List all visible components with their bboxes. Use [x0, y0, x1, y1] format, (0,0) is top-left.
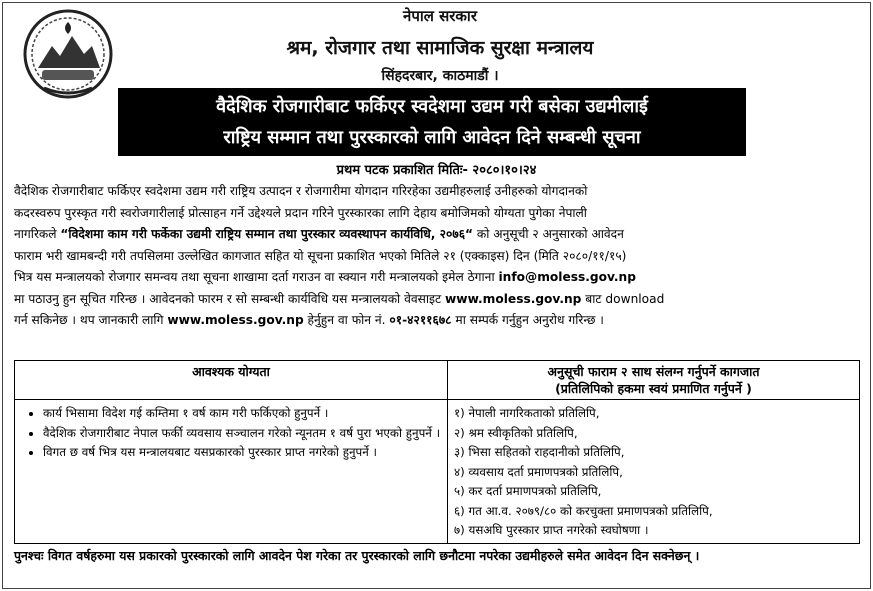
documents-list	[454, 404, 853, 541]
table-header-row	[15, 361, 860, 400]
table-row	[15, 400, 860, 544]
list-item: • विगत छ वर्ष भित्र यस मन्त्रालयबाट यसप्रकारको पुरस्कार प्राप्त नगरेको हुनुपर्ने ।	[43, 443, 441, 463]
body-line: फाराम भरी खामबन्दी गरी तपसिलमा उल्लेखित कागजात सहित यो सूचना प्रकाशित भएको मितिले २१ (एक्काइस) दिन (मिति २०८०/११/१५)	[14, 248, 627, 263]
list-item: ५) कर दर्ता प्रमाणपत्रको प्रतिलिपि,	[454, 484, 602, 498]
body-line: नागरिकले “विदेशमा काम गरी फर्केका उद्यमी राष्ट्रिय सम्मान तथा पुरस्कार व्यवस्थापन कार्यविधि, २०७६“ को अनुसूची २ अनुसारको आवेदन	[14, 227, 624, 241]
government-name: नेपाल सरकार	[403, 7, 477, 25]
ministry-name: श्रम, रोजगार तथा सामाजिक सुरक्षा मन्त्रालय	[286, 37, 594, 59]
ministry-address: सिंहदरबार, काठमाडौं ।	[381, 68, 499, 84]
list-item: २) श्रम स्वीकृतिको प्रतिलिपि,	[454, 425, 578, 440]
phone-number: ०१-४२११६७८	[389, 313, 452, 327]
requirements-table	[14, 360, 860, 544]
website-link: www.moless.gov.np	[445, 291, 582, 306]
list-item: ७) यसअघि पुरस्कार प्राप्त नगरेको स्वघोषणा ।	[454, 523, 649, 537]
procedure-name: “विदेशमा काम गरी फर्केका उद्यमी राष्ट्रिय सम्मान तथा पुरस्कार व्यवस्थापन कार्यविधि, २०७६“	[60, 227, 474, 241]
eligibility-list	[21, 404, 441, 463]
body-line: गर्न सकिनेछ । थप जानकारी लागि www.moless.gov.np हेर्नुहुन वा फोन नं. ०१-४२११६७८ मा सम्पर्क गर्नुहुन अनुरोध गरिन्छ ।	[14, 313, 604, 327]
email-address: info@moless.gov.np	[498, 270, 636, 284]
documents-cell	[448, 400, 860, 544]
list-item: ४) व्यवसाय दर्ता प्रमाणपत्रको प्रतिलिपि,	[454, 464, 623, 479]
list-item: • वैदेशिक रोजगारीबाट नेपाल फर्की व्यवसाय सञ्चालन गरेको न्यूनतम १ वर्ष पुरा भएको हुनुपर्ने ।	[43, 424, 441, 444]
notice-title-banner	[118, 88, 746, 156]
documents-header: अनुसूची फाराम २ साथ संलग्न गर्नुपर्ने कागजात (प्रतिलिपिको हकमा स्वयं प्रमाणित गर्नुपर्ने )	[448, 361, 860, 400]
list-item: • कार्य भिसामा विदेश गई कम्तिमा १ वर्ष काम गरी फर्किएको हुनुपर्ने ।	[43, 404, 441, 424]
publication-date: प्रथम पटक प्रकाशित मितिः- २०८०।१०।२४	[336, 163, 537, 178]
body-line: वैदेशिक रोजगारीबाट फर्किएर स्वदेशमा उद्यम गरी राष्ट्रिय उत्पादन र रोजगारीमा योगदान गरिरहेका उद्यमीहरुलाई उनीहरुको योगदानको	[14, 184, 588, 198]
postscript-note: पुनश्चः विगत वर्षहरुमा यस प्रकारको पुरस्कारको लागि आवदेन पेश गरेका तर पुरस्कारको लागि छनौटमा नपरेका उद्यमीहरुले समेत आवेदन दिन सक्नेछन् ।	[14, 548, 700, 563]
notice-body	[14, 181, 866, 332]
nepal-government-emblem-icon	[22, 8, 114, 100]
eligibility-header: आवश्यक योग्यता	[15, 361, 448, 400]
list-item: १) नेपाली नागरिकताको प्रतिलिपि,	[454, 406, 600, 420]
body-line: मा पठाउनु हुन सूचित गरिन्छ । आवेदनको फारम र सो सम्बन्धी कार्यविधि यस मन्त्रालयको वेवसाइट www.moless.gov.np बाट download	[14, 291, 665, 306]
eligibility-cell	[15, 400, 448, 544]
notice-title-line1: वैदेशिक रोजगारीबाट फर्किएर स्वदेशमा उद्यम गरी बसेका उद्यमीलाई	[216, 96, 648, 117]
list-item: ६) गत आ.व. २०७९/८० को करचुक्ता प्रमाणपत्रको प्रतिलिपि,	[454, 503, 713, 518]
website-link: www.moless.gov.np	[167, 313, 304, 327]
body-line: भित्र यस मन्त्रालयको रोजगार समन्वय तथा सूचना शाखामा दर्ता गराउन वा स्क्यान गरी मन्त्रालयको इमेल ठेगाना info@moless.gov.np	[14, 270, 636, 284]
notice-title-line2: राष्ट्रिय सम्मान तथा पुरस्कारको लागि आवेदन दिने सम्बन्धी सूचना	[223, 127, 641, 148]
body-line: कदरस्वरुप पुरस्कृत गरी स्वरोजगारीलाई प्रोत्साहन गर्ने उद्देश्यले प्रदान गरिने पुरस्कारका लागि देहाय बमोजिमको योग्यता पुगेका नेपाली	[14, 205, 587, 220]
list-item: ३) भिसा सहितको राहदानीको प्रतिलिपि,	[454, 445, 625, 459]
